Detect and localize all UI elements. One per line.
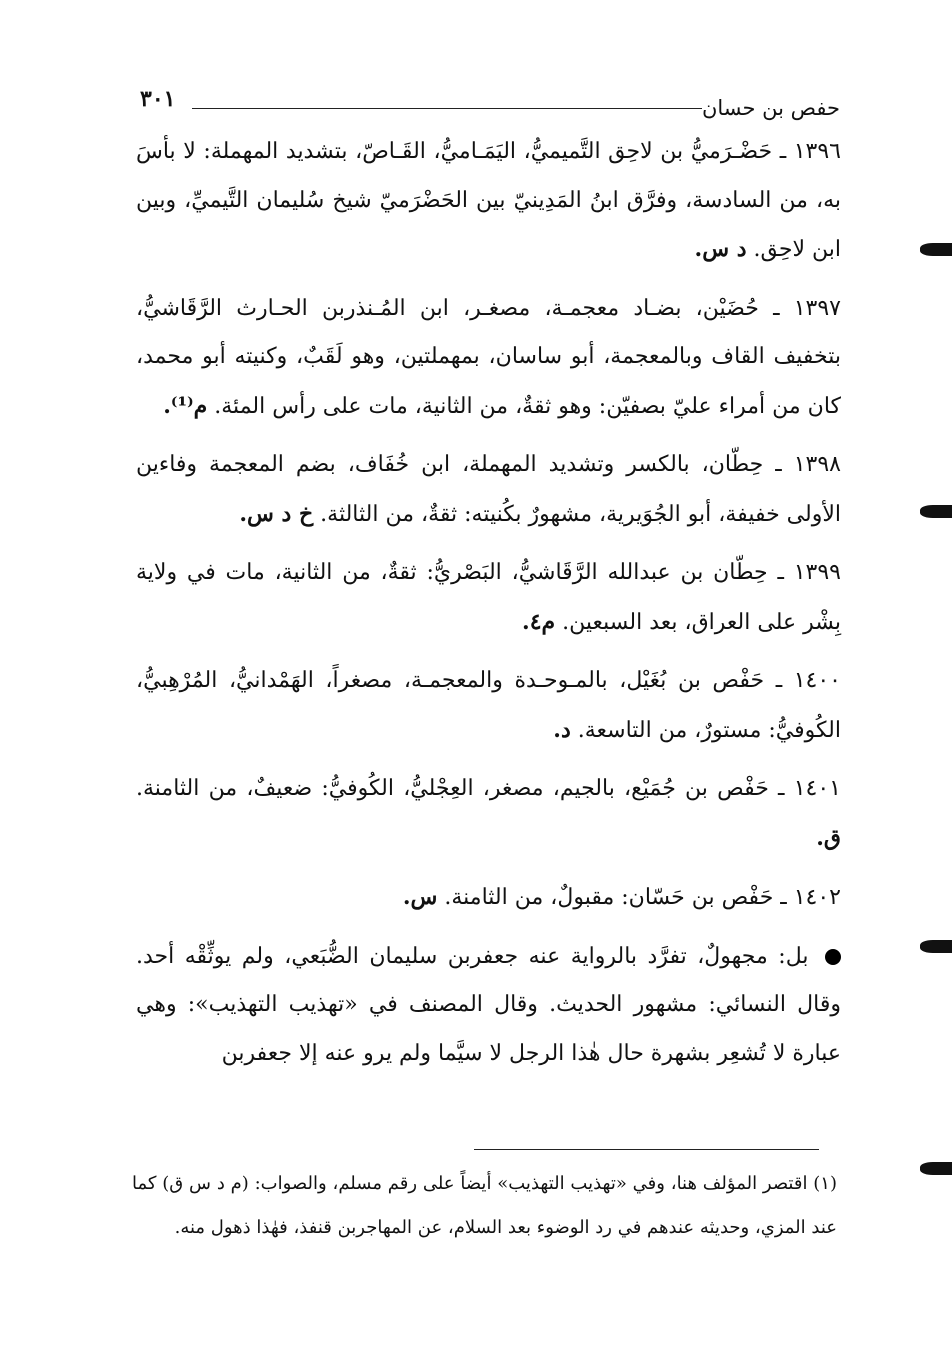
entry-1397 <box>136 285 841 432</box>
bullet-icon <box>825 949 841 965</box>
entry-text: ١٣٩٧ ـ حُضَيْن، بضـاد معجمـة، مصغـر، ابن المُـنذربن الحـارث الرَّقَاشيُّ، بتخفيف القاف وبالمعجمة، أبو ساسان، بمهملتين، وهو لَقَبٌ، وكنيته أبو محمد، كان من أمراء عليّ بصفيّن: وهو ثقةٌ، من الثانية، مات على رأس المئة. <box>136 295 841 419</box>
entry-1399 <box>136 549 841 647</box>
entry-symbols: د س. <box>694 236 747 262</box>
entry-text: ١٤٠٠ ـ حَفْص بن بُغَيْل، بالمـوحـدة والمعجمـة، مصغراً، الهَمْدانيُّ، المُرْهِبيُّ، الكُوفيُّ: مستورٌ، من التاسعة. <box>136 668 841 743</box>
header-rule <box>192 108 702 109</box>
running-header <box>140 86 840 126</box>
entry-1401 <box>136 765 841 863</box>
entry-symbols: س. <box>402 884 438 910</box>
entry-1398 <box>136 441 841 539</box>
footnote-text: (١) اقتصر المؤلف هنا، وفي «تهذيب التهذيب» أيضاً على رقم مسلم، والصواب: (م د س ق) كما عند المزي، وحديثه عندهم في رد الوضوء بعد السلام، عن المهاجربن قنفذ، فهٰذا ذهول منه. <box>132 1173 837 1238</box>
entry-symbols: خ د س. <box>239 500 314 527</box>
scan-edge-mark <box>920 505 952 518</box>
footnote <box>132 1162 837 1250</box>
entry-symbols: م٤. <box>522 608 556 635</box>
entry-1396 <box>136 128 841 275</box>
editor-note <box>136 933 841 1079</box>
entry-text: ١٣٩٩ ـ حِطّان بن عبدالله الرَّقَاشيُّ، البَصْريُّ: ثقةٌ، من الثانية، مات في ولاية بِشْر على العراق، بعد السبعين. <box>136 560 841 635</box>
entry-text: ١٣٩٨ ـ حِطّان، بالكسر وتشديد المهملة، ابن خُفَاف، بضم المعجمة وفاءين الأولى خفيفة، أبو الجُوَيرية، مشهورٌ بكُنيته: ثقةٌ، من الثالثة. <box>136 452 841 527</box>
entry-text: ١٤٠٢ ـ حَفْص بن حَسّان: مقبولٌ، من الثامنة. <box>444 885 841 910</box>
scan-edge-mark <box>920 243 952 256</box>
entry-1400 <box>136 657 841 755</box>
entry-symbols: د. <box>553 716 571 743</box>
scan-edge-mark <box>920 940 952 953</box>
entry-symbols: م⁽¹⁾. <box>163 392 208 419</box>
scan-edge-mark <box>920 1162 952 1175</box>
footnote-rule <box>474 1149 819 1150</box>
entry-text: ١٣٩٦ ـ حَضْـرَميُّ بن لاحِق التَّميميُّ، اليَمَـاميُّ، القَـاصّ، بتشديد المهملة: لا بأسَ به، من السادسة، وفرَّق ابنُ المَدِينيّ بين الحَضْرَميّ شيخ سُليمان التَّيميِّ، وبين ابن لاحِق. <box>136 139 841 262</box>
main-text <box>136 128 841 1078</box>
entry-symbols: ق. <box>816 824 841 851</box>
entry-1402 <box>136 873 841 923</box>
page-number: ٣٠١ <box>140 86 176 112</box>
entry-text: ١٤٠١ ـ حَفْص بن جُمَيْع، بالجيم، مصغر، العِجْليُّ، الكُوفيُّ: ضعيفٌ، من الثامنة. <box>136 776 841 801</box>
editor-note-text: بل: مجهولٌ، تفرَّد بالرواية عنه جعفربن سليمان الضُّبَعي، ولم يوثِّقْه أحد. وقال النسائي: مشهور الحديث. وقال المصنف في «تهذيب التهذيب»: وهي عبارة لا تُشعِر بشهرة حال هٰذا الرجل لا سيَّما ولم يرو عنه إلا جعفربن <box>136 943 841 1066</box>
header-title: حفص بن حسان <box>701 96 840 120</box>
